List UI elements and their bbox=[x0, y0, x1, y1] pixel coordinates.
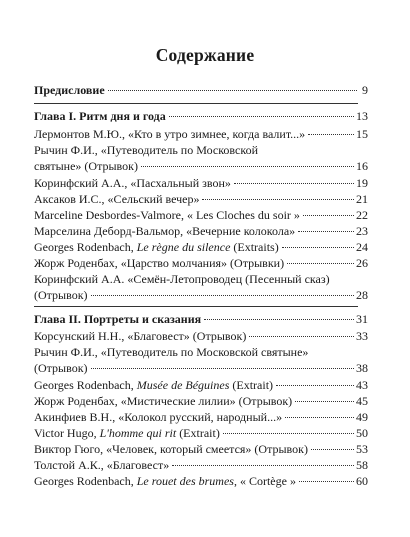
toc-entry-label: Марселина Деборд-Вальмор, «Вечерние колокола» bbox=[34, 224, 296, 238]
dot-leader bbox=[249, 336, 354, 337]
dot-leader bbox=[202, 199, 354, 200]
page-number: 13 bbox=[356, 109, 368, 123]
work-title: Le règne du silence bbox=[136, 240, 231, 254]
toc-entry-label: (Отрывок) bbox=[34, 288, 88, 302]
toc-entry-label: Акинфиев В.Н., «Колокол русский, народный...» bbox=[34, 410, 283, 424]
toc-entry-label: Жорж Роденбах, «Царство молчания» (Отрывки) bbox=[34, 256, 285, 270]
toc-entry-label: Georges Rodenbach, Musée de Béguines (Extrait) bbox=[34, 378, 274, 392]
toc-entry-continued[interactable] bbox=[34, 159, 368, 173]
work-title: Musée de Béguines bbox=[136, 378, 230, 392]
dot-leader bbox=[169, 116, 354, 117]
toc-entry-label: Коринфский А.А., «Пасхальный звон» bbox=[34, 176, 231, 190]
toc-entry[interactable] bbox=[34, 176, 368, 190]
toc-entry[interactable] bbox=[34, 192, 368, 206]
toc-entry[interactable] bbox=[34, 329, 368, 343]
toc-entry-label: Корсунский Н.Н., «Благовест» (Отрывок) bbox=[34, 329, 247, 343]
toc-entry-label: Коринфский А.А. «Семён-Летопроводец (Песенный сказ) bbox=[34, 272, 330, 286]
dot-leader bbox=[234, 183, 354, 184]
toc-entry-label: Рычин Ф.И., «Путеводитель по Московской bbox=[34, 143, 258, 157]
dot-leader bbox=[172, 465, 354, 466]
page-number: 43 bbox=[356, 378, 368, 392]
toc-entry[interactable] bbox=[34, 474, 368, 488]
toc-entry[interactable] bbox=[34, 378, 368, 392]
page-number: 19 bbox=[356, 176, 368, 190]
page-number: 31 bbox=[356, 312, 368, 326]
dot-leader bbox=[204, 319, 354, 320]
dot-leader bbox=[91, 295, 354, 296]
toc-entry[interactable] bbox=[34, 224, 368, 238]
page-number: 49 bbox=[356, 410, 368, 424]
dot-leader bbox=[285, 417, 354, 418]
chapter-title: Глава II. Портреты и сказания bbox=[34, 312, 202, 326]
section-divider bbox=[34, 103, 358, 104]
page-number: 16 bbox=[356, 159, 368, 173]
toc-entry[interactable] bbox=[34, 208, 368, 222]
page-number: 28 bbox=[356, 288, 368, 302]
page-number: 22 bbox=[356, 208, 368, 222]
dot-leader bbox=[295, 401, 354, 402]
work-title: Le rouet des brumes bbox=[136, 474, 234, 488]
dot-leader bbox=[299, 481, 354, 482]
page-number: 60 bbox=[356, 474, 368, 488]
toc-entry[interactable] bbox=[34, 240, 368, 254]
dot-leader bbox=[223, 433, 354, 434]
toc-entry-label: Толстой А.К., «Благовест» bbox=[34, 458, 170, 472]
page-title: Содержание bbox=[155, 45, 255, 65]
toc-entry-preface[interactable] bbox=[34, 83, 368, 97]
dot-leader bbox=[108, 90, 357, 91]
dot-leader bbox=[308, 134, 354, 135]
page-number: 15 bbox=[356, 127, 368, 141]
toc-entry[interactable] bbox=[34, 426, 368, 440]
toc-entry-label: Предисловие bbox=[34, 83, 105, 97]
dot-leader bbox=[141, 166, 354, 167]
page-number: 26 bbox=[356, 256, 368, 270]
toc-entry-label: Marceline Desbordes-Valmore, « Les Cloches du soir » bbox=[34, 208, 300, 222]
toc-entry-label: святыне» (Отрывок) bbox=[34, 159, 138, 173]
page-number: 45 bbox=[356, 394, 368, 408]
page-number: 21 bbox=[356, 192, 368, 206]
toc-entry-label: Рычин Ф.И., «Путеводитель по Московской святыне» bbox=[34, 345, 309, 359]
section-divider bbox=[34, 306, 358, 307]
toc-entry[interactable] bbox=[34, 272, 368, 286]
dot-leader bbox=[298, 231, 354, 232]
page-number: 24 bbox=[356, 240, 368, 254]
page-number: 9 bbox=[362, 83, 368, 97]
toc-entry-label: Victor Hugo, L'homme qui rit (Extrait) bbox=[34, 426, 220, 440]
page-number: 38 bbox=[356, 361, 368, 375]
toc-entry-label: Жорж Роденбах, «Мистические лилии» (Отрывок) bbox=[34, 394, 293, 408]
toc-entry-label: (Отрывок) bbox=[34, 361, 88, 375]
page-number: 50 bbox=[356, 426, 368, 440]
toc-entry-label: Georges Rodenbach, Le rouet des brumes, « Cortège » bbox=[34, 474, 296, 488]
chapter-1-heading[interactable] bbox=[34, 109, 368, 123]
page-number: 58 bbox=[356, 458, 368, 472]
dot-leader bbox=[311, 449, 354, 450]
page-number: 23 bbox=[356, 224, 368, 238]
toc-entry-label: Georges Rodenbach, Le règne du silence (Extraits) bbox=[34, 240, 279, 254]
work-title: L'homme qui rit bbox=[99, 426, 177, 440]
chapter-2-heading[interactable] bbox=[34, 312, 368, 326]
dot-leader bbox=[276, 385, 354, 386]
toc-entry-continued[interactable] bbox=[34, 361, 368, 375]
toc-entry-label: Аксаков И.С., «Сельский вечер» bbox=[34, 192, 200, 206]
toc-entry[interactable] bbox=[34, 143, 368, 157]
dot-leader bbox=[91, 368, 354, 369]
toc-entry[interactable] bbox=[34, 345, 368, 359]
toc-entry-label: Лермонтов М.Ю., «Кто в утро зимнее, когда валит...» bbox=[34, 127, 306, 141]
toc-entry[interactable] bbox=[34, 410, 368, 424]
toc-entry[interactable] bbox=[34, 127, 368, 141]
toc-entry[interactable] bbox=[34, 256, 368, 270]
dot-leader bbox=[287, 263, 354, 264]
toc-entry[interactable] bbox=[34, 458, 368, 472]
toc-entry[interactable] bbox=[34, 394, 368, 408]
toc-entry-label: Виктор Гюго, «Человек, который смеется» (Отрывок) bbox=[34, 442, 308, 456]
toc-entry-continued[interactable] bbox=[34, 288, 368, 302]
dot-leader bbox=[282, 247, 354, 248]
toc-entry[interactable] bbox=[34, 442, 368, 456]
dot-leader bbox=[303, 215, 354, 216]
chapter-title: Глава I. Ритм дня и года bbox=[34, 109, 166, 123]
page-number: 53 bbox=[356, 442, 368, 456]
page-number: 33 bbox=[356, 329, 368, 343]
